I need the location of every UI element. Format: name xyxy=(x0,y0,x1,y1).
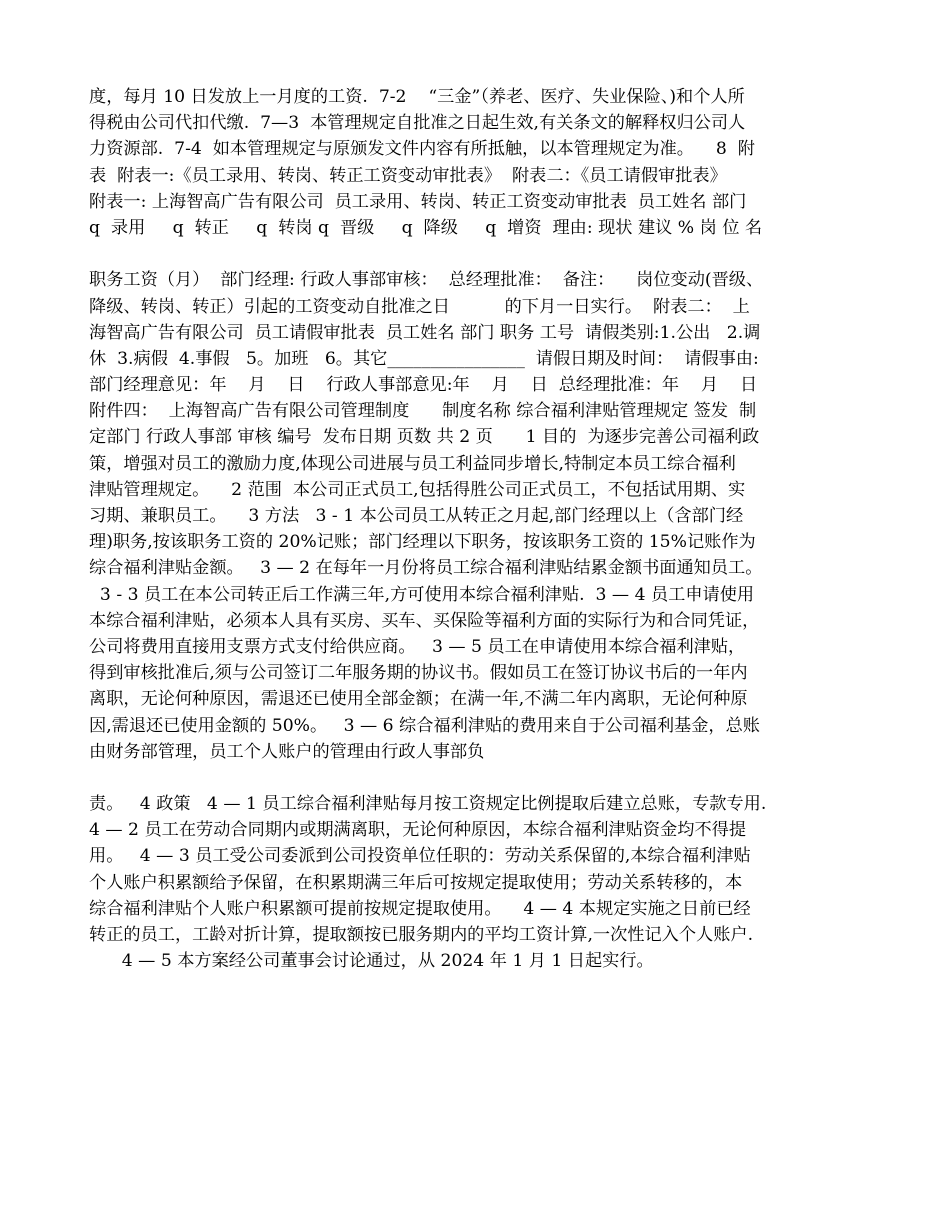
text-line: 理)职务,按该职务工资的 20%记账；部门经理以下职务，按该职务工资的 15%记账作为 xyxy=(89,532,756,553)
text-line: 度，每月 10 日发放上一月度的工资. 7-2 “三金”（养老、医疗、失业保险、)和个人所 xyxy=(89,87,745,107)
text-line: 力资源部. 7-4 如本管理规定与原颁发文件内容有所抵触，以本管理规定为准。 8 附 xyxy=(89,139,755,160)
document-page xyxy=(89,84,864,974)
text-line: 得税由公司代扣代缴. 7—3 本管理规定自批准之日起生效,有关条文的解释权归公司人 xyxy=(89,113,746,134)
text-line: 用。 4 — 3 员工受公司委派到公司投资单位任职的：劳动关系保留的,本综合福利津贴 xyxy=(89,846,751,867)
paragraph-gap xyxy=(89,241,864,267)
text-line: 转正的员工，工龄对折计算，提取额按已服务期内的平均工资计算,一次性记入个人账户. xyxy=(89,925,754,945)
text-line: 4 — 2 员工在劳动合同期内或期满离职，无论何种原因，本综合福利津贴资金均不得提 xyxy=(89,820,747,841)
text-line: 离职，无论何种原因，需退还已使用全部金额；在满一年,不满二年内离职，无论何种原 xyxy=(89,689,748,710)
text-line: 本综合福利津贴，必须本人具有买房、买车、买保险等福利方面的实际行为和合同凭证， xyxy=(89,610,760,631)
paragraph-gap xyxy=(89,765,864,791)
text-line: 津贴管理规定。 2 范围 本公司正式员工,包括得胜公司正式员工，不包括试用期、实 xyxy=(89,479,746,500)
text-line: 综合福利津贴金额。 3 — 2 在每年一月份将员工综合福利津贴结累金额书面通知员工。 xyxy=(89,558,763,579)
text-line: 表 附表一:《员工录用、转岗、转正工资变动审批表》 附表二：《员工请假审批表》 xyxy=(89,165,727,186)
text-line: 策，增强对员工的激励力度,体现公司进展与员工利益同步增长,特制定本员工综合福利 xyxy=(89,453,736,474)
text-line: 3 - 3 员工在本公司转正后工作满三年,方可使用本综合福利津贴. 3 — 4 员工申请使用 xyxy=(89,584,755,605)
text-line: q 录用 q 转正 q 转岗 q 晋级 q 降级 q 增资 理由: 现状 建议 % 岗 位 名 xyxy=(89,217,763,238)
text-line: 由财务部管理，员工个人账户的管理由行政人事部负 xyxy=(89,741,485,762)
paragraph-3 xyxy=(89,791,864,974)
text-line: 定部门 行政人事部 审核 编号 发布日期 页数 共 2 页 1 目的 为逐步完善公司福利政 xyxy=(89,427,760,448)
text-line: 职务工资（月） 部门经理: 行政人事部审核： 总经理批准： 备注： 岗位变动(晋级、 xyxy=(89,270,764,291)
text-line: 习期、兼职员工。 3 方法 3 - 1 本公司员工从转正之月起,部门经理以上（含部门经 xyxy=(89,506,744,526)
text-line: 个人账户积累额给予保留，在积累期满三年后可按规定提取使用；劳动关系转移的，本 xyxy=(89,872,743,893)
text-line: 附表一: 上海智高广告有限公司 员工录用、转岗、转正工资变动审批表 员工姓名 部门 xyxy=(89,191,747,212)
text-line: 因,需退还已使用金额的 50%。 3 — 6 综合福利津贴的费用来自于公司福利基金，总账 xyxy=(89,715,760,736)
text-line: 附件四： 上海智高广告有限公司管理制度 制度名称 综合福利津贴管理规定 签发 制 xyxy=(89,401,757,422)
text-line: 得到审核批准后,须与公司签订二年服务期的协议书。假如员工在签订协议书后的一年内 xyxy=(89,663,748,684)
paragraph-2 xyxy=(89,267,864,765)
text-line: 部门经理意见：年 月 日 行政人事部意见:年 月 日 总经理批准：年 月 日 xyxy=(89,375,758,396)
text-line: 休 3.病假 4.事假 5。加班 6。其它________________ 请假日期及时间： 请假事由: xyxy=(89,348,759,369)
text-line: 4 — 5 本方案经公司董事会讨论通过，从 2024 年 1 月 1 日起实行。 xyxy=(89,951,654,972)
text-line: 海智高广告有限公司 员工请假审批表 员工姓名 部门 职务 工号 请假类别:1.公出 2.调 xyxy=(89,322,761,343)
text-line: 综合福利津贴个人账户积累额可提前按规定提取使用。 4 — 4 本规定实施之日前已经 xyxy=(89,898,751,919)
text-line: 责。 4 政策 4 — 1 员工综合福利津贴每月按工资规定比例提取后建立总账，专款专用. xyxy=(89,794,767,815)
text-line: 降级、转岗、转正）引起的工资变动自批准之日 的下月一日实行。 附表二： 上 xyxy=(89,296,750,317)
paragraph-1 xyxy=(89,84,864,241)
text-line: 公司将费用直接用支票方式支付给供应商。 3 — 5 员工在申请使用本综合福利津贴， xyxy=(89,636,746,657)
